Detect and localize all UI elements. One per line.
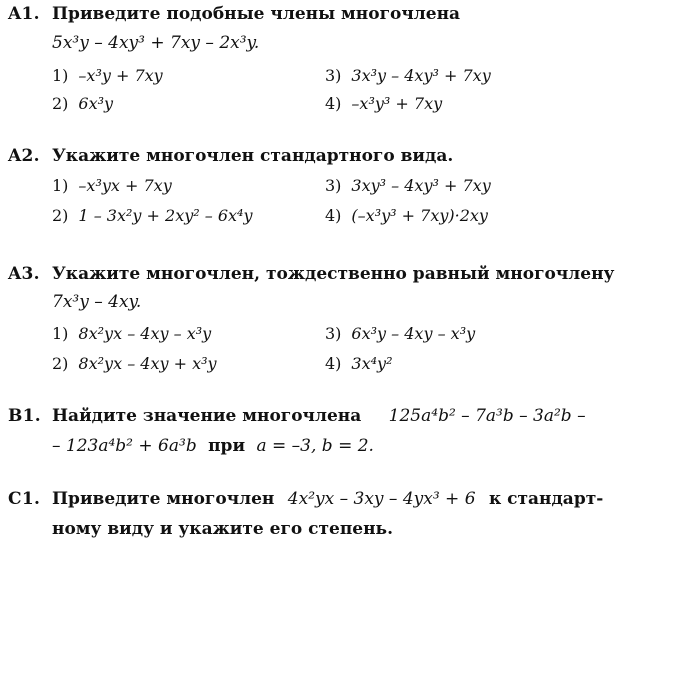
option-number: 4) [325,94,342,113]
option-number: 3) [325,176,342,195]
problem-expression: 5x³y – 4xy³ + 7xy – 2x³y. [52,33,260,53]
problem-question-line [52,489,603,509]
option-text: 8x²yx – 4xy – x³y [78,324,212,343]
problem-label: A2. [8,146,40,166]
option-number: 3) [325,66,342,85]
option-text: –x³y + 7xy [78,66,163,85]
problem-question: Приведите подобные члены многочлена [52,4,461,24]
problem-question: Приведите многочлен [52,489,275,509]
option-number: 1) [52,66,69,85]
option-1[interactable] [52,176,172,195]
option-text: 6x³y – 4xy – x³y [351,324,476,343]
option-number: 4) [325,206,342,225]
problem-expression: 125a⁴b² – 7a³b – 3a²b – [388,406,586,426]
problem-b1 [0,406,680,466]
problem-c1 [0,489,680,549]
option-number: 2) [52,206,69,225]
option-1[interactable] [52,324,211,343]
problem-label: A1. [8,4,40,24]
problem-question-tail: к стандарт- [488,489,604,509]
problem-expression: 4x²yx – 3xy – 4yx³ + 6 [287,489,476,509]
option-3[interactable] [325,176,491,195]
option-2[interactable] [52,354,217,373]
problem-question-line-2 [52,436,374,456]
problem-question: Найдите значение многочлена [52,406,362,426]
option-text: 3x³y – 4xy³ + 7xy [351,66,491,85]
option-4[interactable] [325,354,393,373]
problem-a1 [0,4,680,114]
option-text: 1 – 3x²y + 2xy² – 6x⁴y [78,206,253,225]
option-number: 2) [52,354,69,373]
problem-question-line-2: ному виду и укажите его степень. [52,519,393,539]
option-2[interactable] [52,94,113,113]
option-number: 1) [52,324,69,343]
option-text: (–x³y³ + 7xy)·2xy [351,206,488,225]
option-1[interactable] [52,66,163,85]
option-text: –x³y³ + 7xy [351,94,443,113]
option-number: 2) [52,94,69,113]
problem-label: B1. [8,406,42,426]
problem-a2 [0,146,680,236]
problem-condition: a = –3, b = 2. [256,436,374,456]
option-text: 3xy³ – 4xy³ + 7xy [351,176,491,195]
option-4[interactable] [325,206,488,225]
option-text: 3x⁴y² [351,354,393,373]
option-3[interactable] [325,324,475,343]
option-text: 6x³y [78,94,114,113]
option-text: –x³yx + 7xy [78,176,172,195]
problem-question-line [52,406,586,426]
problem-label: A3. [8,264,40,284]
option-4[interactable] [325,94,442,113]
option-text: 8x²yx – 4xy + x³y [78,354,217,373]
problem-expression: 7x³y – 4xy. [52,292,142,312]
option-3[interactable] [325,66,491,85]
option-number: 4) [325,354,342,373]
option-number: 1) [52,176,69,195]
problem-a3 [0,264,680,384]
problem-conjunction: при [208,436,246,456]
problem-question: Укажите многочлен, тождественно равный многочлену [52,264,615,284]
option-number: 3) [325,324,342,343]
problem-question: Укажите многочлен стандартного вида. [52,146,454,166]
problem-expression-continued: – 123a⁴b² + 6a³b [52,436,197,456]
problem-label: C1. [8,489,41,509]
option-2[interactable] [52,206,253,225]
